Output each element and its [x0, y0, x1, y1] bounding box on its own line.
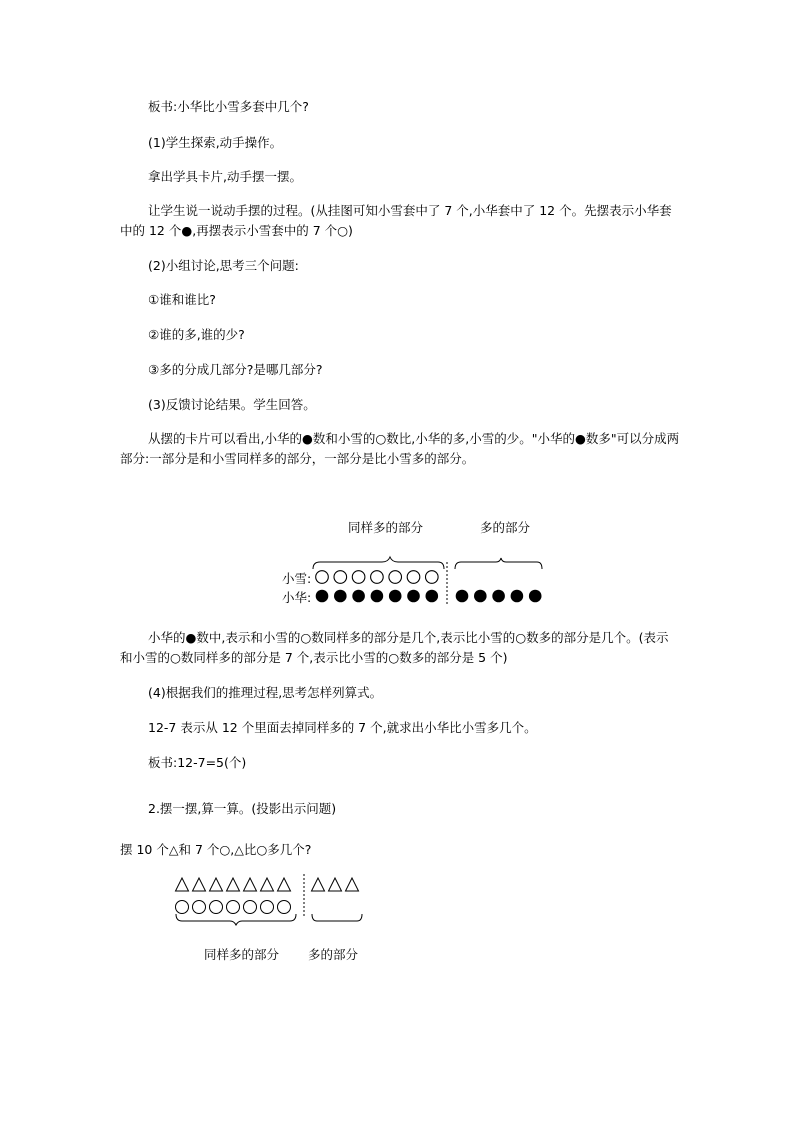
triangle	[244, 878, 257, 891]
step-1: (1)学生探索,动手操作。	[148, 135, 283, 150]
triangle-more	[312, 878, 325, 891]
triangle	[176, 878, 189, 891]
hollow-circle	[210, 901, 223, 914]
triangle	[227, 878, 240, 891]
paragraph-cards: 拿出学具卡片,动手摆一摆。	[148, 169, 302, 184]
exercise-question: 摆 10 个△和 7 个○,△比○多几个?	[120, 842, 312, 857]
paragraph-process: 让学生说一说动手摆的过程。(从挂图可知小雪套中了 7 个,小华套中了 12 个。先摆表示小华套中的 12 个●,再摆表示小雪套中的 7 个○)	[120, 203, 672, 238]
step-2: (2)小组讨论,思考三个问题:	[148, 258, 299, 273]
triangle	[193, 878, 206, 891]
triangle-more	[346, 878, 359, 891]
row-label-xiaohua: 小华:	[282, 590, 312, 605]
step-3: (3)反馈讨论结果。学生回答。	[148, 397, 316, 412]
row-label-xiaoxue: 小雪:	[282, 571, 312, 586]
paragraph-analysis: 从摆的卡片可以看出,小华的●数和小雪的○数比,小华的多,小雪的少。"小华的●数多"可以分成两部分:一部分是和小雪同样多的部分，一部分是比小雪多的部分。	[120, 431, 680, 466]
triangle-more	[329, 878, 342, 891]
triangle	[210, 878, 223, 891]
brace-more	[312, 914, 362, 921]
hollow-circle	[278, 901, 291, 914]
question-2: ②谁的多,谁的少?	[148, 327, 245, 342]
hollow-circle	[227, 901, 240, 914]
step-4: (4)根据我们的推理过程,思考怎样列算式。	[148, 685, 383, 700]
hollow-circle	[193, 901, 206, 914]
triangle	[261, 878, 274, 891]
paragraph-parts: 小华的●数中,表示和小雪的○数同样多的部分是几个,表示比小雪的○数多的部分是几个。(表示和小雪的○数同样多的部分是 7 个,表示比小雪的○数多的部分是 5 个)	[120, 630, 669, 665]
board-equation: 板书:12-7=5(个)	[148, 755, 247, 770]
label-same-part: 同样多的部分	[348, 520, 424, 535]
paragraph-equation: 12-7 表示从 12 个里面去掉同样多的 7 个,就求出小华比小雪多几个。	[148, 720, 537, 735]
label-same-part-2: 同样多的部分	[204, 947, 280, 962]
question-3: ③多的分成几部分?是哪几部分?	[148, 362, 323, 377]
triangle	[278, 878, 291, 891]
brace-same	[176, 914, 296, 925]
label-more-part-2: 多的部分	[308, 947, 359, 962]
label-more-part: 多的部分	[480, 520, 531, 535]
hollow-circle	[176, 901, 189, 914]
board-title: 板书:小华比小雪多套中几个?	[148, 99, 309, 114]
hollow-circle	[261, 901, 274, 914]
question-1: ①谁和谁比?	[148, 292, 216, 307]
hollow-circle	[244, 901, 257, 914]
exercise-2: 2.摆一摆,算一算。(投影出示问题)	[148, 801, 337, 816]
